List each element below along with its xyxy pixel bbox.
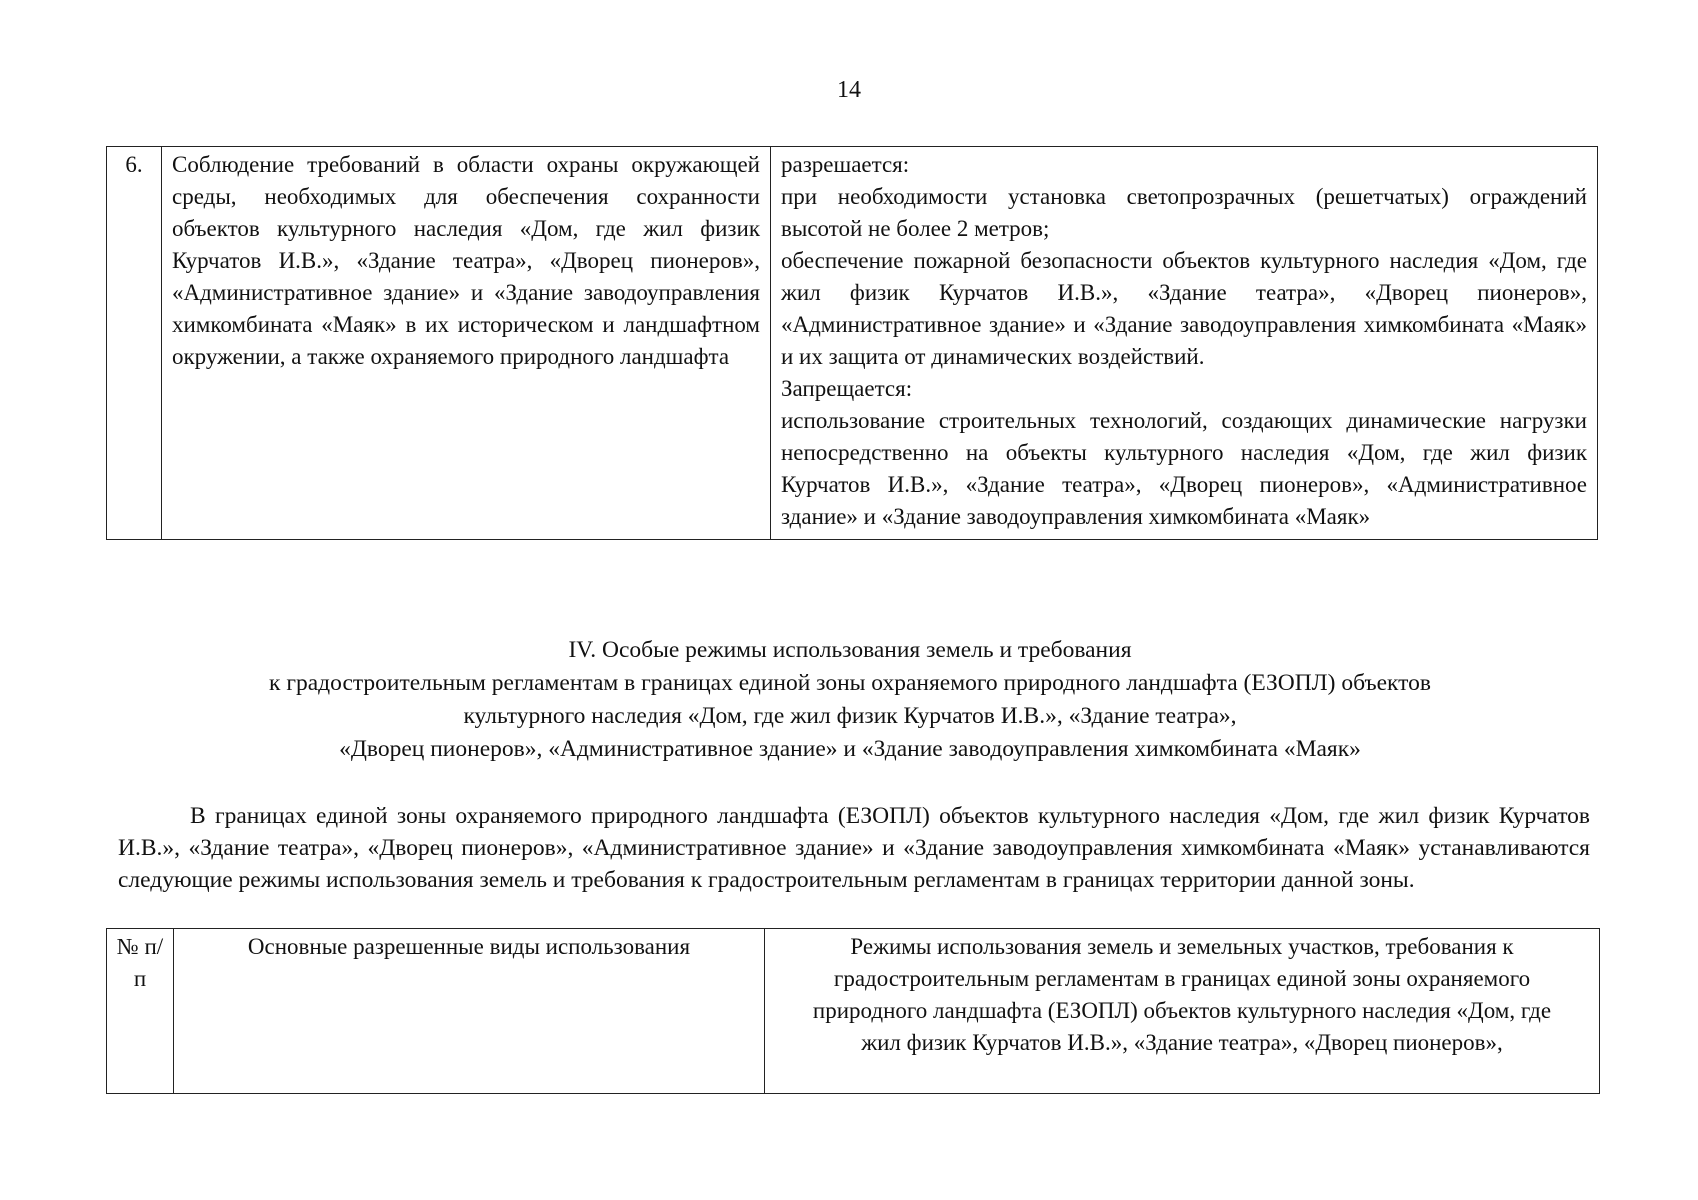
regimes-table — [106, 928, 1600, 1094]
page-number: 14 — [837, 77, 861, 103]
section-heading-line-1: IV. Особые режимы использования земель и требования — [568, 637, 1132, 663]
section-heading — [110, 634, 1590, 766]
section-paragraph: В границах единой зоны охраняемого природного ландшафта (ЕЗОПЛ) объектов культурного наследия «Дом, где жил физик Курчатов И.В.», «Здание театра», «Дворец пионеров», «Административное здание» и «Здание заводоуправления химкомбината «Маяк» устанавливаются следующие режимы использования земель и требования к градостроительным регламентам в границах территории данной зоны. — [118, 803, 1590, 893]
requirement-cell: Соблюдение требований в области охраны окружающей среды, необходимых для обеспечения сохранности объектов культурного наследия «Дом, где жил физик Курчатов И.В.», «Здание театра», «Дворец пионеров», «Административное здание» и «Здание заводоуправления химкомбината «Маяк» в их историческом и ландшафтном окружении, а также охраняемого природного ландшафта — [162, 147, 771, 540]
allowed-item-1: при необходимости установка светопрозрачных (решетчатых) ограждений высотой не более 2 метров; — [781, 184, 1587, 241]
section-heading-line-4: «Дворец пионеров», «Административное здание» и «Здание заводоуправления химкомбината «Маяк» — [339, 736, 1361, 762]
forbidden-label: Запрещается: — [781, 376, 913, 401]
table-header-row — [107, 929, 1600, 1094]
row-number: 6. — [107, 147, 162, 540]
table-row — [107, 147, 1598, 540]
allowed-item-2: обеспечение пожарной безопасности объектов культурного наследия «Дом, где жил физик Курчатов И.В.», «Здание театра», «Дворец пионеров», «Административное здание» и «Здание заводоуправления химкомбината «Маяк» и их защита от динамических воздействий. — [781, 248, 1587, 369]
section-heading-line-2: к градостроительным регламентам в границах единой зоны охраняемого природного ландшафта (ЕЗОПЛ) объектов — [269, 670, 1431, 696]
forbidden-item-1: использование строительных технологий, создающих динамические нагрузки непосредственно на объекты культурного наследия «Дом, где жил физик Курчатов И.В.», «Здание театра», «Дворец пионеров», «Административное здание» и «Здание заводоуправления химкомбината «Маяк» — [781, 408, 1587, 529]
section-heading-line-3: культурного наследия «Дом, где жил физик Курчатов И.В.», «Здание театра», — [463, 703, 1237, 729]
header-regimes: Режимы использования земель и земельных участков, требования к градостроительным регламентам в границах единой зоны охраняемого природного ландшафта (ЕЗОПЛ) объектов культурного наследия «Дом, где жил физик Курчатов И.В.», «Здание театра», «Дворец пионеров», — [765, 929, 1600, 1094]
header-main-uses: Основные разрешенные виды использования — [174, 929, 765, 1094]
regime-cell — [771, 147, 1598, 540]
header-number: № п/п — [107, 929, 174, 1094]
allowed-label: разрешается: — [781, 152, 910, 177]
requirements-table — [106, 146, 1598, 540]
